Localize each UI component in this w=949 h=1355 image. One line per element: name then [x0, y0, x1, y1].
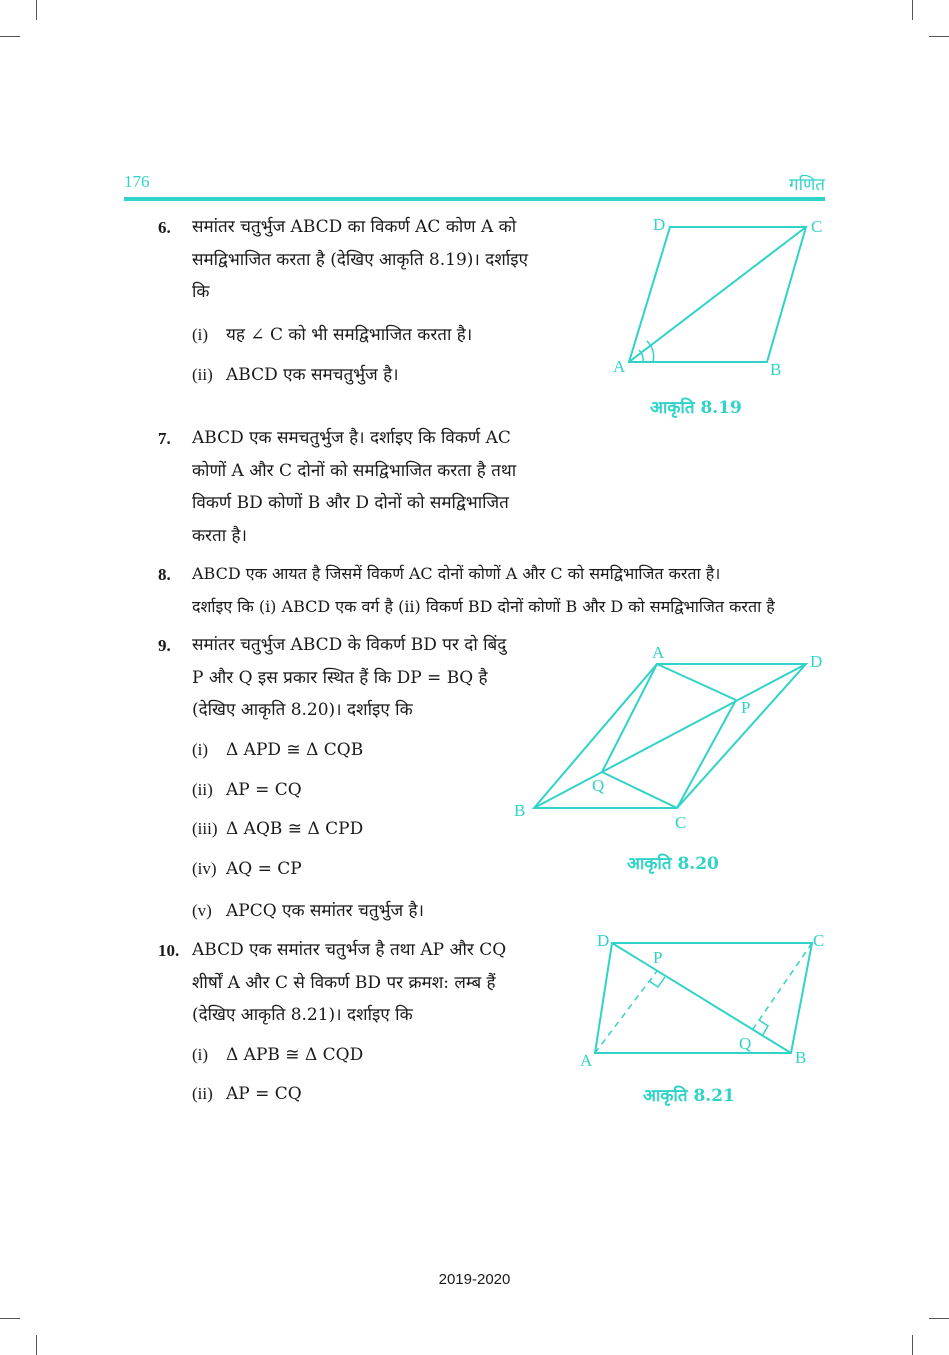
crop-mark [0, 36, 20, 37]
sub-part [192, 859, 302, 879]
vertex-label-d: D [597, 931, 610, 950]
crop-mark [929, 36, 949, 37]
vertex-label-a: A [652, 643, 665, 662]
sub-part [192, 740, 363, 760]
text-line: समद्विभाजित करता है (देखिए आकृति 8.19)। दर्शाइए [192, 249, 529, 270]
segment-qc [602, 772, 677, 808]
figure-caption: आकृति 8.20 [627, 854, 719, 874]
vertex-label-c: C [811, 217, 823, 236]
perpendicular-ap [595, 971, 657, 1053]
text-line: (देखिए आकृति 8.21)। दर्शाइए कि [192, 1005, 413, 1025]
question-6-text [192, 211, 555, 309]
sub-part-label: (ii) [192, 365, 213, 384]
vertex-label-a: A [613, 357, 626, 376]
diagonal-bd [534, 664, 806, 808]
sub-part-label: (i) [192, 1045, 209, 1064]
text-line: करता है। [192, 525, 247, 546]
diagonal-bd [612, 943, 791, 1053]
sub-part-label: (v) [192, 901, 212, 920]
text-line: कि [192, 282, 210, 302]
text-line: समांतर चतुर्भुज ABCD का विकर्ण AC कोण A को [192, 217, 517, 237]
crop-mark [912, 0, 913, 20]
text-line: ABCD एक आयत है जिसमें विकर्ण AC दोनों कोणों A और C को समद्विभाजित करता है। [192, 564, 721, 583]
sub-part-text: AP = CQ [226, 780, 302, 800]
vertex-label-a: A [580, 1051, 593, 1070]
sub-part-text: AP = CQ [226, 1084, 302, 1104]
point-label-p: P [741, 698, 751, 717]
question-9-text [192, 629, 528, 727]
running-header-title: गणित [789, 175, 825, 195]
sub-part-label: (i) [192, 325, 209, 344]
question-number: 7. [158, 429, 171, 448]
question-7-text [192, 422, 554, 552]
text-line: P और Q इस प्रकार स्थित हैं कि DP = BQ है [192, 667, 488, 688]
text-line: विकर्ण BD कोणों B और D दोनों को समद्विभाजित [192, 493, 509, 513]
crop-mark [0, 1318, 20, 1319]
footer-year: 2019-2020 [438, 1271, 511, 1288]
text-line: ABCD एक समांतर चतुर्भज है तथा AP और CQ [192, 940, 507, 960]
figure-caption: आकृति 8.19 [650, 398, 742, 418]
question-number: 9. [158, 636, 171, 655]
point-label-q: Q [739, 1034, 752, 1053]
sub-part [192, 1045, 363, 1065]
question-10-text [192, 934, 528, 1032]
sub-part-label: (iii) [192, 819, 218, 838]
vertex-label-b: B [514, 801, 526, 820]
sub-part [192, 780, 302, 800]
diagonal-ac [629, 227, 806, 362]
vertex-label-c: C [675, 813, 687, 832]
text-line: समांतर चतुर्भुज ABCD के विकर्ण BD पर दो बिंदु [192, 635, 507, 655]
sub-part-label: (i) [192, 740, 209, 759]
sub-part [192, 362, 399, 385]
sub-part-text: Δ APB ≅ Δ CQD [226, 1045, 364, 1065]
text-line: (देखिए आकृति 8.20)। दर्शाइए कि [192, 700, 413, 720]
crop-mark [36, 0, 37, 20]
segment-ap [657, 664, 736, 700]
sub-part-text: AQ = CP [226, 859, 302, 879]
figure-8-19 [600, 205, 840, 385]
text-line: दर्शाइए कि (i) ABCD एक वर्ग है (ii) विकर्ण BD दोनों कोणों B और D को समद्विभाजित करता है [192, 596, 775, 616]
sub-part [192, 1084, 302, 1104]
sub-part-text: Δ AQB ≅ Δ CPD [226, 819, 364, 839]
crop-mark [929, 1318, 949, 1319]
parallelogram-abcd [595, 943, 812, 1053]
text-line: कोणों A और C दोनों को समद्विभाजित करता है तथा [192, 460, 517, 481]
figure-8-21 [575, 925, 835, 1075]
question-8-text [192, 558, 826, 623]
sub-part [192, 819, 363, 839]
figure-8-20 [505, 640, 840, 840]
text-line: ABCD एक समचतुर्भुज है। दर्शाइए कि विकर्ण AC [192, 428, 511, 448]
point-label-q: Q [592, 776, 605, 795]
vertex-label-c: C [813, 931, 825, 950]
sub-part [192, 322, 472, 345]
sub-part-label: (ii) [192, 780, 213, 799]
sub-part-label: (iv) [192, 859, 217, 878]
question-number: 8. [158, 565, 171, 584]
sub-part-text: Δ APD ≅ Δ CQB [226, 740, 364, 760]
vertex-label-d: D [653, 215, 666, 234]
text-line: शीर्षों A और C से विकर्ण BD पर क्रमश: लम्ब हैं [192, 972, 496, 993]
sub-part-text: ABCD एक समचतुर्भुज है। [226, 365, 399, 385]
point-label-p: P [653, 948, 663, 967]
crop-mark [912, 1335, 913, 1355]
figure-caption: आकृति 8.21 [643, 1086, 735, 1106]
sub-part-text: APCQ एक समांतर चतुर्भुज है। [226, 901, 424, 921]
sub-part [192, 898, 424, 921]
sub-part-text: यह ∠ C को भी समद्विभाजित करता है। [226, 325, 473, 345]
vertex-label-b: B [795, 1048, 807, 1067]
vertex-label-d: D [810, 652, 823, 671]
crop-mark [36, 1335, 37, 1355]
page-number: 176 [124, 172, 150, 191]
question-number: 6. [158, 218, 171, 237]
header-rule [124, 197, 825, 201]
vertex-label-b: B [770, 360, 782, 379]
question-number: 10. [158, 941, 180, 960]
sub-part-label: (ii) [192, 1084, 213, 1103]
